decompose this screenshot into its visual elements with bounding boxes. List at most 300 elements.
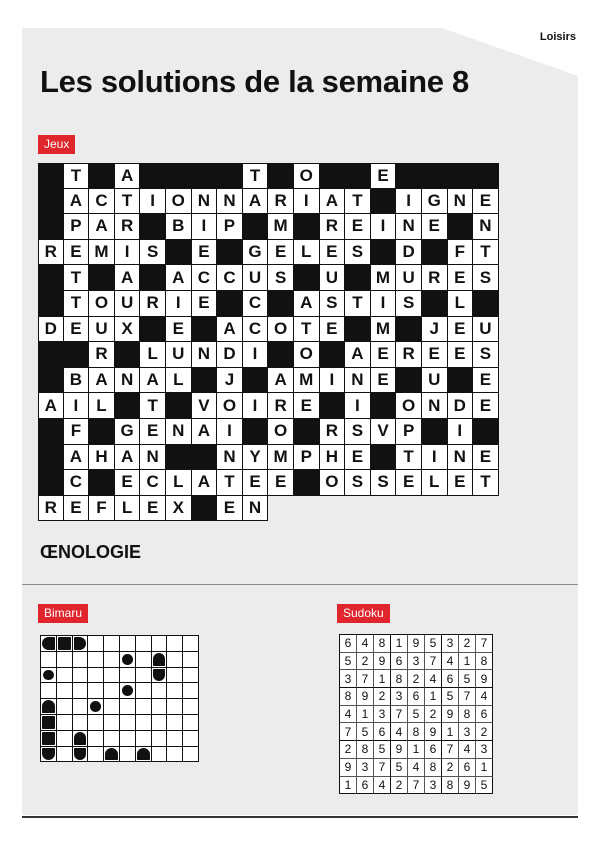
- bimaru-water-cell: [73, 668, 89, 684]
- bimaru-water-cell: [120, 747, 136, 763]
- bimaru-grid: [40, 635, 199, 762]
- crossword-cell: I: [371, 214, 397, 240]
- bimaru-water-cell: [104, 636, 120, 652]
- crossword-black-cell: [115, 342, 141, 368]
- crossword-cell: E: [294, 393, 320, 419]
- sudoku-cell: 3: [357, 759, 374, 777]
- crossword-black-cell: [38, 189, 64, 215]
- sudoku-cell: 4: [442, 653, 459, 671]
- bimaru-water-cell: [41, 683, 57, 699]
- section-label: Loisirs: [539, 31, 576, 43]
- crossword-black-cell: [396, 163, 422, 189]
- crossword-black-cell: [192, 163, 218, 189]
- crossword-cell: L: [140, 342, 166, 368]
- bimaru-water-cell: [57, 652, 73, 668]
- bimaru-water-cell: [88, 747, 104, 763]
- bimaru-water-cell: [167, 715, 183, 731]
- sudoku-cell: 6: [442, 670, 459, 688]
- crossword-cell: F: [64, 419, 90, 445]
- crossword-cell: S: [345, 240, 371, 266]
- bimaru-water-cell: [152, 715, 168, 731]
- bimaru-water-cell: [88, 636, 104, 652]
- bimaru-water-cell: [183, 747, 199, 763]
- bimaru-water-cell: [57, 668, 73, 684]
- crossword-cell: P: [217, 214, 243, 240]
- crossword-cell: T: [115, 189, 141, 215]
- bimaru-water-cell: [57, 683, 73, 699]
- crossword-black-cell: [473, 291, 499, 317]
- ship-segment-icon: [153, 669, 166, 682]
- ship-segment-icon: [122, 685, 133, 696]
- crossword-black-cell: [38, 445, 64, 471]
- crossword-cell: E: [243, 470, 269, 496]
- sudoku-cell: 6: [357, 777, 374, 795]
- crossword-cell: T: [140, 393, 166, 419]
- sudoku-cell: 4: [357, 635, 374, 653]
- bimaru-ship-cell: [73, 747, 89, 763]
- sudoku-cell: 8: [442, 777, 459, 795]
- bimaru-water-cell: [136, 683, 152, 699]
- crossword-cell: A: [294, 291, 320, 317]
- sudoku-cell: 9: [442, 706, 459, 724]
- bimaru-water-cell: [104, 668, 120, 684]
- bimaru-water-cell: [88, 652, 104, 668]
- crossword-black-cell: [422, 291, 448, 317]
- sudoku-cell: 2: [357, 653, 374, 671]
- bimaru-water-cell: [104, 683, 120, 699]
- crossword-cell: D: [217, 342, 243, 368]
- sudoku-cell: 9: [425, 723, 442, 741]
- sudoku-cell: 2: [442, 759, 459, 777]
- bimaru-ship-cell: [120, 652, 136, 668]
- crossword-cell: G: [115, 419, 141, 445]
- bimaru-ship-cell: [152, 652, 168, 668]
- sudoku-tag: Sudoku: [337, 604, 390, 623]
- bimaru-ship-cell: [73, 636, 89, 652]
- crossword-cell: O: [268, 419, 294, 445]
- crossword-cell: E: [192, 240, 218, 266]
- crossword-black-cell: [192, 317, 218, 343]
- crossword-cell: A: [115, 265, 141, 291]
- crossword-answer: ŒNOLOGIE: [40, 542, 142, 562]
- crossword-cell: I: [396, 189, 422, 215]
- crossword-cell: V: [371, 419, 397, 445]
- crossword-cell: N: [243, 496, 269, 522]
- sudoku-cell: 1: [442, 723, 459, 741]
- crossword-cell: T: [345, 291, 371, 317]
- crossword-cell: C: [217, 265, 243, 291]
- crossword-black-cell: [89, 419, 115, 445]
- bimaru-water-cell: [120, 715, 136, 731]
- bimaru-ship-cell: [41, 699, 57, 715]
- crossword-cell: A: [38, 393, 64, 419]
- bimaru-water-cell: [120, 699, 136, 715]
- crossword-cell: E: [268, 470, 294, 496]
- bimaru-ship-cell: [41, 731, 57, 747]
- bimaru-water-cell: [136, 636, 152, 652]
- bimaru-water-cell: [183, 652, 199, 668]
- sudoku-cell: 8: [374, 635, 391, 653]
- bimaru-water-cell: [73, 699, 89, 715]
- bimaru-water-cell: [136, 715, 152, 731]
- bimaru-water-cell: [152, 699, 168, 715]
- sudoku-cell: 1: [340, 777, 357, 795]
- bimaru-water-cell: [88, 731, 104, 747]
- crossword-cell: D: [396, 240, 422, 266]
- crossword-cell: R: [38, 240, 64, 266]
- bimaru-water-cell: [167, 668, 183, 684]
- crossword-black-cell: [166, 445, 192, 471]
- crossword-cell: B: [64, 368, 90, 394]
- crossword-cell: N: [166, 419, 192, 445]
- crossword-black-cell: [345, 163, 371, 189]
- sudoku-cell: 5: [408, 706, 425, 724]
- bimaru-water-cell: [120, 636, 136, 652]
- sudoku-cell: 2: [340, 741, 357, 759]
- crossword-cell: O: [396, 393, 422, 419]
- bimaru-water-cell: [183, 699, 199, 715]
- crossword-cell: T: [64, 291, 90, 317]
- crossword-cell: E: [140, 496, 166, 522]
- crossword-cell: R: [38, 496, 64, 522]
- crossword-empty: [371, 496, 397, 522]
- crossword-black-cell: [38, 368, 64, 394]
- crossword-cell: L: [115, 496, 141, 522]
- crossword-cell: L: [166, 470, 192, 496]
- sudoku-cell: 8: [357, 741, 374, 759]
- crossword-cell: R: [268, 189, 294, 215]
- crossword-cell: I: [320, 368, 346, 394]
- crossword-cell: D: [448, 393, 474, 419]
- sudoku-cell: 7: [425, 653, 442, 671]
- crossword-black-cell: [448, 163, 474, 189]
- crossword-cell: A: [115, 163, 141, 189]
- sudoku-cell: 3: [459, 723, 476, 741]
- crossword-black-cell: [64, 342, 90, 368]
- crossword-cell: C: [243, 317, 269, 343]
- crossword-cell: A: [64, 189, 90, 215]
- crossword-black-cell: [89, 470, 115, 496]
- crossword-cell: E: [396, 470, 422, 496]
- crossword-black-cell: [422, 240, 448, 266]
- ship-segment-icon: [153, 653, 166, 666]
- bimaru-water-cell: [183, 668, 199, 684]
- crossword-cell: S: [140, 240, 166, 266]
- crossword-cell: I: [64, 393, 90, 419]
- crossword-cell: E: [64, 496, 90, 522]
- crossword-cell: L: [166, 368, 192, 394]
- crossword-cell: A: [140, 368, 166, 394]
- sudoku-cell: 5: [459, 670, 476, 688]
- bimaru-ship-cell: [41, 747, 57, 763]
- crossword-cell: E: [371, 368, 397, 394]
- sudoku-cell: 9: [340, 759, 357, 777]
- crossword-black-cell: [320, 393, 346, 419]
- crossword-cell: N: [448, 445, 474, 471]
- crossword-empty: [422, 496, 448, 522]
- crossword-cell: A: [89, 214, 115, 240]
- ship-segment-icon: [122, 654, 133, 665]
- crossword-cell: P: [64, 214, 90, 240]
- bimaru-water-cell: [167, 731, 183, 747]
- bimaru-water-cell: [167, 683, 183, 699]
- bimaru-tag: Bimaru: [38, 604, 88, 623]
- crossword-cell: T: [345, 189, 371, 215]
- crossword-cell: R: [268, 393, 294, 419]
- crossword-cell: T: [217, 470, 243, 496]
- bimaru-ship-cell: [104, 747, 120, 763]
- sudoku-cell: 8: [476, 653, 493, 671]
- crossword-cell: F: [89, 496, 115, 522]
- crossword-cell: A: [243, 189, 269, 215]
- sudoku-cell: 6: [459, 759, 476, 777]
- crossword-cell: I: [217, 419, 243, 445]
- crossword-cell: A: [166, 265, 192, 291]
- crossword-black-cell: [268, 342, 294, 368]
- crossword-cell: E: [371, 163, 397, 189]
- bimaru-water-cell: [183, 683, 199, 699]
- crossword-cell: I: [243, 393, 269, 419]
- bimaru-water-cell: [167, 699, 183, 715]
- crossword-cell: I: [243, 342, 269, 368]
- crossword-cell: E: [422, 214, 448, 240]
- crossword-empty: [396, 496, 422, 522]
- crossword-black-cell: [166, 393, 192, 419]
- sudoku-cell: 1: [425, 688, 442, 706]
- crossword-cell: E: [345, 214, 371, 240]
- crossword-cell: A: [320, 189, 346, 215]
- crossword-cell: E: [448, 265, 474, 291]
- crossword-black-cell: [217, 163, 243, 189]
- crossword-cell: S: [473, 265, 499, 291]
- crossword-cell: U: [166, 342, 192, 368]
- crossword-black-cell: [166, 240, 192, 266]
- sudoku-cell: 8: [408, 723, 425, 741]
- crossword-cell: S: [268, 265, 294, 291]
- sudoku-cell: 4: [425, 670, 442, 688]
- bimaru-water-cell: [57, 747, 73, 763]
- crossword-cell: M: [89, 240, 115, 266]
- crossword-cell: T: [294, 317, 320, 343]
- sudoku-cell: 8: [391, 670, 408, 688]
- sudoku-cell: 1: [357, 706, 374, 724]
- bimaru-water-cell: [120, 731, 136, 747]
- crossword-black-cell: [192, 445, 218, 471]
- crossword-cell: O: [268, 317, 294, 343]
- crossword-cell: S: [345, 470, 371, 496]
- sudoku-cell: 1: [391, 635, 408, 653]
- sudoku-cell: 5: [357, 723, 374, 741]
- bimaru-ship-cell: [41, 715, 57, 731]
- crossword-black-cell: [38, 342, 64, 368]
- crossword-empty: [473, 496, 499, 522]
- bimaru-water-cell: [183, 715, 199, 731]
- ship-segment-icon: [90, 701, 101, 712]
- crossword-black-cell: [38, 163, 64, 189]
- sudoku-cell: 7: [459, 688, 476, 706]
- ship-segment-icon: [42, 732, 55, 745]
- crossword-cell: E: [217, 496, 243, 522]
- bimaru-ship-cell: [41, 668, 57, 684]
- crossword-cell: E: [64, 240, 90, 266]
- sudoku-cell: 1: [476, 759, 493, 777]
- crossword-black-cell: [448, 214, 474, 240]
- sudoku-cell: 6: [340, 635, 357, 653]
- sudoku-cell: 6: [408, 688, 425, 706]
- ship-segment-icon: [74, 732, 87, 745]
- bimaru-ship-cell: [152, 668, 168, 684]
- sudoku-cell: 2: [459, 635, 476, 653]
- crossword-black-cell: [320, 163, 346, 189]
- crossword-black-cell: [243, 214, 269, 240]
- crossword-cell: A: [89, 368, 115, 394]
- sudoku-cell: 6: [374, 723, 391, 741]
- sudoku-cell: 2: [374, 688, 391, 706]
- crossword-cell: A: [217, 317, 243, 343]
- sudoku-cell: 4: [340, 706, 357, 724]
- sudoku-cell: 3: [408, 653, 425, 671]
- crossword-black-cell: [38, 419, 64, 445]
- bimaru-ship-cell: [41, 636, 57, 652]
- crossword-black-cell: [38, 291, 64, 317]
- bimaru-water-cell: [88, 715, 104, 731]
- crossword-cell: I: [140, 189, 166, 215]
- crossword-cell: L: [448, 291, 474, 317]
- crossword-cell: E: [473, 189, 499, 215]
- sudoku-cell: 8: [340, 688, 357, 706]
- crossword-cell: N: [473, 214, 499, 240]
- bimaru-water-cell: [73, 683, 89, 699]
- crossword-cell: C: [243, 291, 269, 317]
- ship-segment-icon: [105, 748, 118, 761]
- bottom-rule: [22, 816, 578, 818]
- crossword-cell: L: [294, 240, 320, 266]
- crossword-black-cell: [243, 419, 269, 445]
- sudoku-cell: 5: [425, 635, 442, 653]
- sudoku-cell: 9: [391, 741, 408, 759]
- crossword-cell: L: [422, 470, 448, 496]
- crossword-cell: J: [422, 317, 448, 343]
- crossword-cell: O: [89, 291, 115, 317]
- bimaru-ship-cell: [57, 636, 73, 652]
- ship-segment-icon: [58, 637, 71, 650]
- crossword-cell: S: [473, 342, 499, 368]
- sudoku-cell: 7: [476, 635, 493, 653]
- crossword-cell: B: [166, 214, 192, 240]
- bimaru-water-cell: [183, 731, 199, 747]
- crossword-black-cell: [396, 317, 422, 343]
- crossword-cell: E: [320, 317, 346, 343]
- crossword-cell: E: [473, 368, 499, 394]
- sudoku-cell: 2: [408, 670, 425, 688]
- bimaru-water-cell: [104, 731, 120, 747]
- bimaru-water-cell: [152, 747, 168, 763]
- crossword-cell: I: [371, 291, 397, 317]
- crossword-cell: I: [422, 445, 448, 471]
- crossword-cell: I: [294, 189, 320, 215]
- crossword-empty: [320, 496, 346, 522]
- bimaru-water-cell: [73, 715, 89, 731]
- crossword-cell: Y: [243, 445, 269, 471]
- crossword-cell: G: [422, 189, 448, 215]
- sudoku-cell: 2: [425, 706, 442, 724]
- crossword-cell: C: [64, 470, 90, 496]
- crossword-cell: N: [192, 189, 218, 215]
- crossword-cell: H: [320, 445, 346, 471]
- crossword-cell: R: [422, 265, 448, 291]
- ship-segment-icon: [43, 670, 54, 681]
- crossword-cell: J: [217, 368, 243, 394]
- crossword-empty: [345, 496, 371, 522]
- crossword-cell: M: [371, 317, 397, 343]
- crossword-black-cell: [38, 265, 64, 291]
- crossword-black-cell: [192, 368, 218, 394]
- bimaru-water-cell: [136, 668, 152, 684]
- crossword-cell: N: [448, 189, 474, 215]
- crossword-cell: M: [268, 445, 294, 471]
- crossword-cell: F: [448, 240, 474, 266]
- bimaru-water-cell: [136, 699, 152, 715]
- sudoku-cell: 4: [374, 777, 391, 795]
- bimaru-water-cell: [57, 731, 73, 747]
- sudoku-cell: 7: [391, 706, 408, 724]
- sudoku-cell: 3: [425, 777, 442, 795]
- crossword-cell: A: [345, 342, 371, 368]
- crossword-cell: C: [192, 265, 218, 291]
- sudoku-cell: 9: [408, 635, 425, 653]
- bimaru-water-cell: [88, 668, 104, 684]
- crossword-cell: U: [396, 265, 422, 291]
- bimaru-water-cell: [104, 652, 120, 668]
- crossword-cell: G: [243, 240, 269, 266]
- sudoku-cell: 3: [391, 688, 408, 706]
- crossword-cell: E: [192, 291, 218, 317]
- crossword-cell: M: [294, 368, 320, 394]
- crossword-cell: D: [38, 317, 64, 343]
- crossword-cell: N: [217, 189, 243, 215]
- sudoku-cell: 6: [425, 741, 442, 759]
- bimaru-water-cell: [73, 652, 89, 668]
- ship-segment-icon: [42, 716, 55, 729]
- sudoku-cell: 7: [340, 723, 357, 741]
- crossword-black-cell: [140, 265, 166, 291]
- sudoku-cell: 4: [391, 723, 408, 741]
- sudoku-cell: 3: [374, 706, 391, 724]
- crossword-cell: E: [115, 470, 141, 496]
- crossword-cell: R: [140, 291, 166, 317]
- sudoku-cell: 7: [442, 741, 459, 759]
- crossword-cell: C: [89, 189, 115, 215]
- crossword-cell: N: [140, 445, 166, 471]
- crossword-cell: U: [89, 317, 115, 343]
- bimaru-water-cell: [167, 636, 183, 652]
- crossword-cell: X: [166, 496, 192, 522]
- crossword-cell: I: [166, 291, 192, 317]
- jeux-tag: Jeux: [38, 135, 75, 154]
- sudoku-cell: 8: [425, 759, 442, 777]
- sudoku-cell: 7: [374, 759, 391, 777]
- sudoku-cell: 5: [442, 688, 459, 706]
- crossword-black-cell: [192, 496, 218, 522]
- crossword-cell: T: [396, 445, 422, 471]
- crossword-black-cell: [345, 265, 371, 291]
- crossword-cell: L: [89, 393, 115, 419]
- crossword-cell: P: [396, 419, 422, 445]
- sudoku-cell: 5: [476, 777, 493, 795]
- sudoku-cell: 5: [340, 653, 357, 671]
- sudoku-cell: 3: [442, 635, 459, 653]
- crossword-black-cell: [473, 163, 499, 189]
